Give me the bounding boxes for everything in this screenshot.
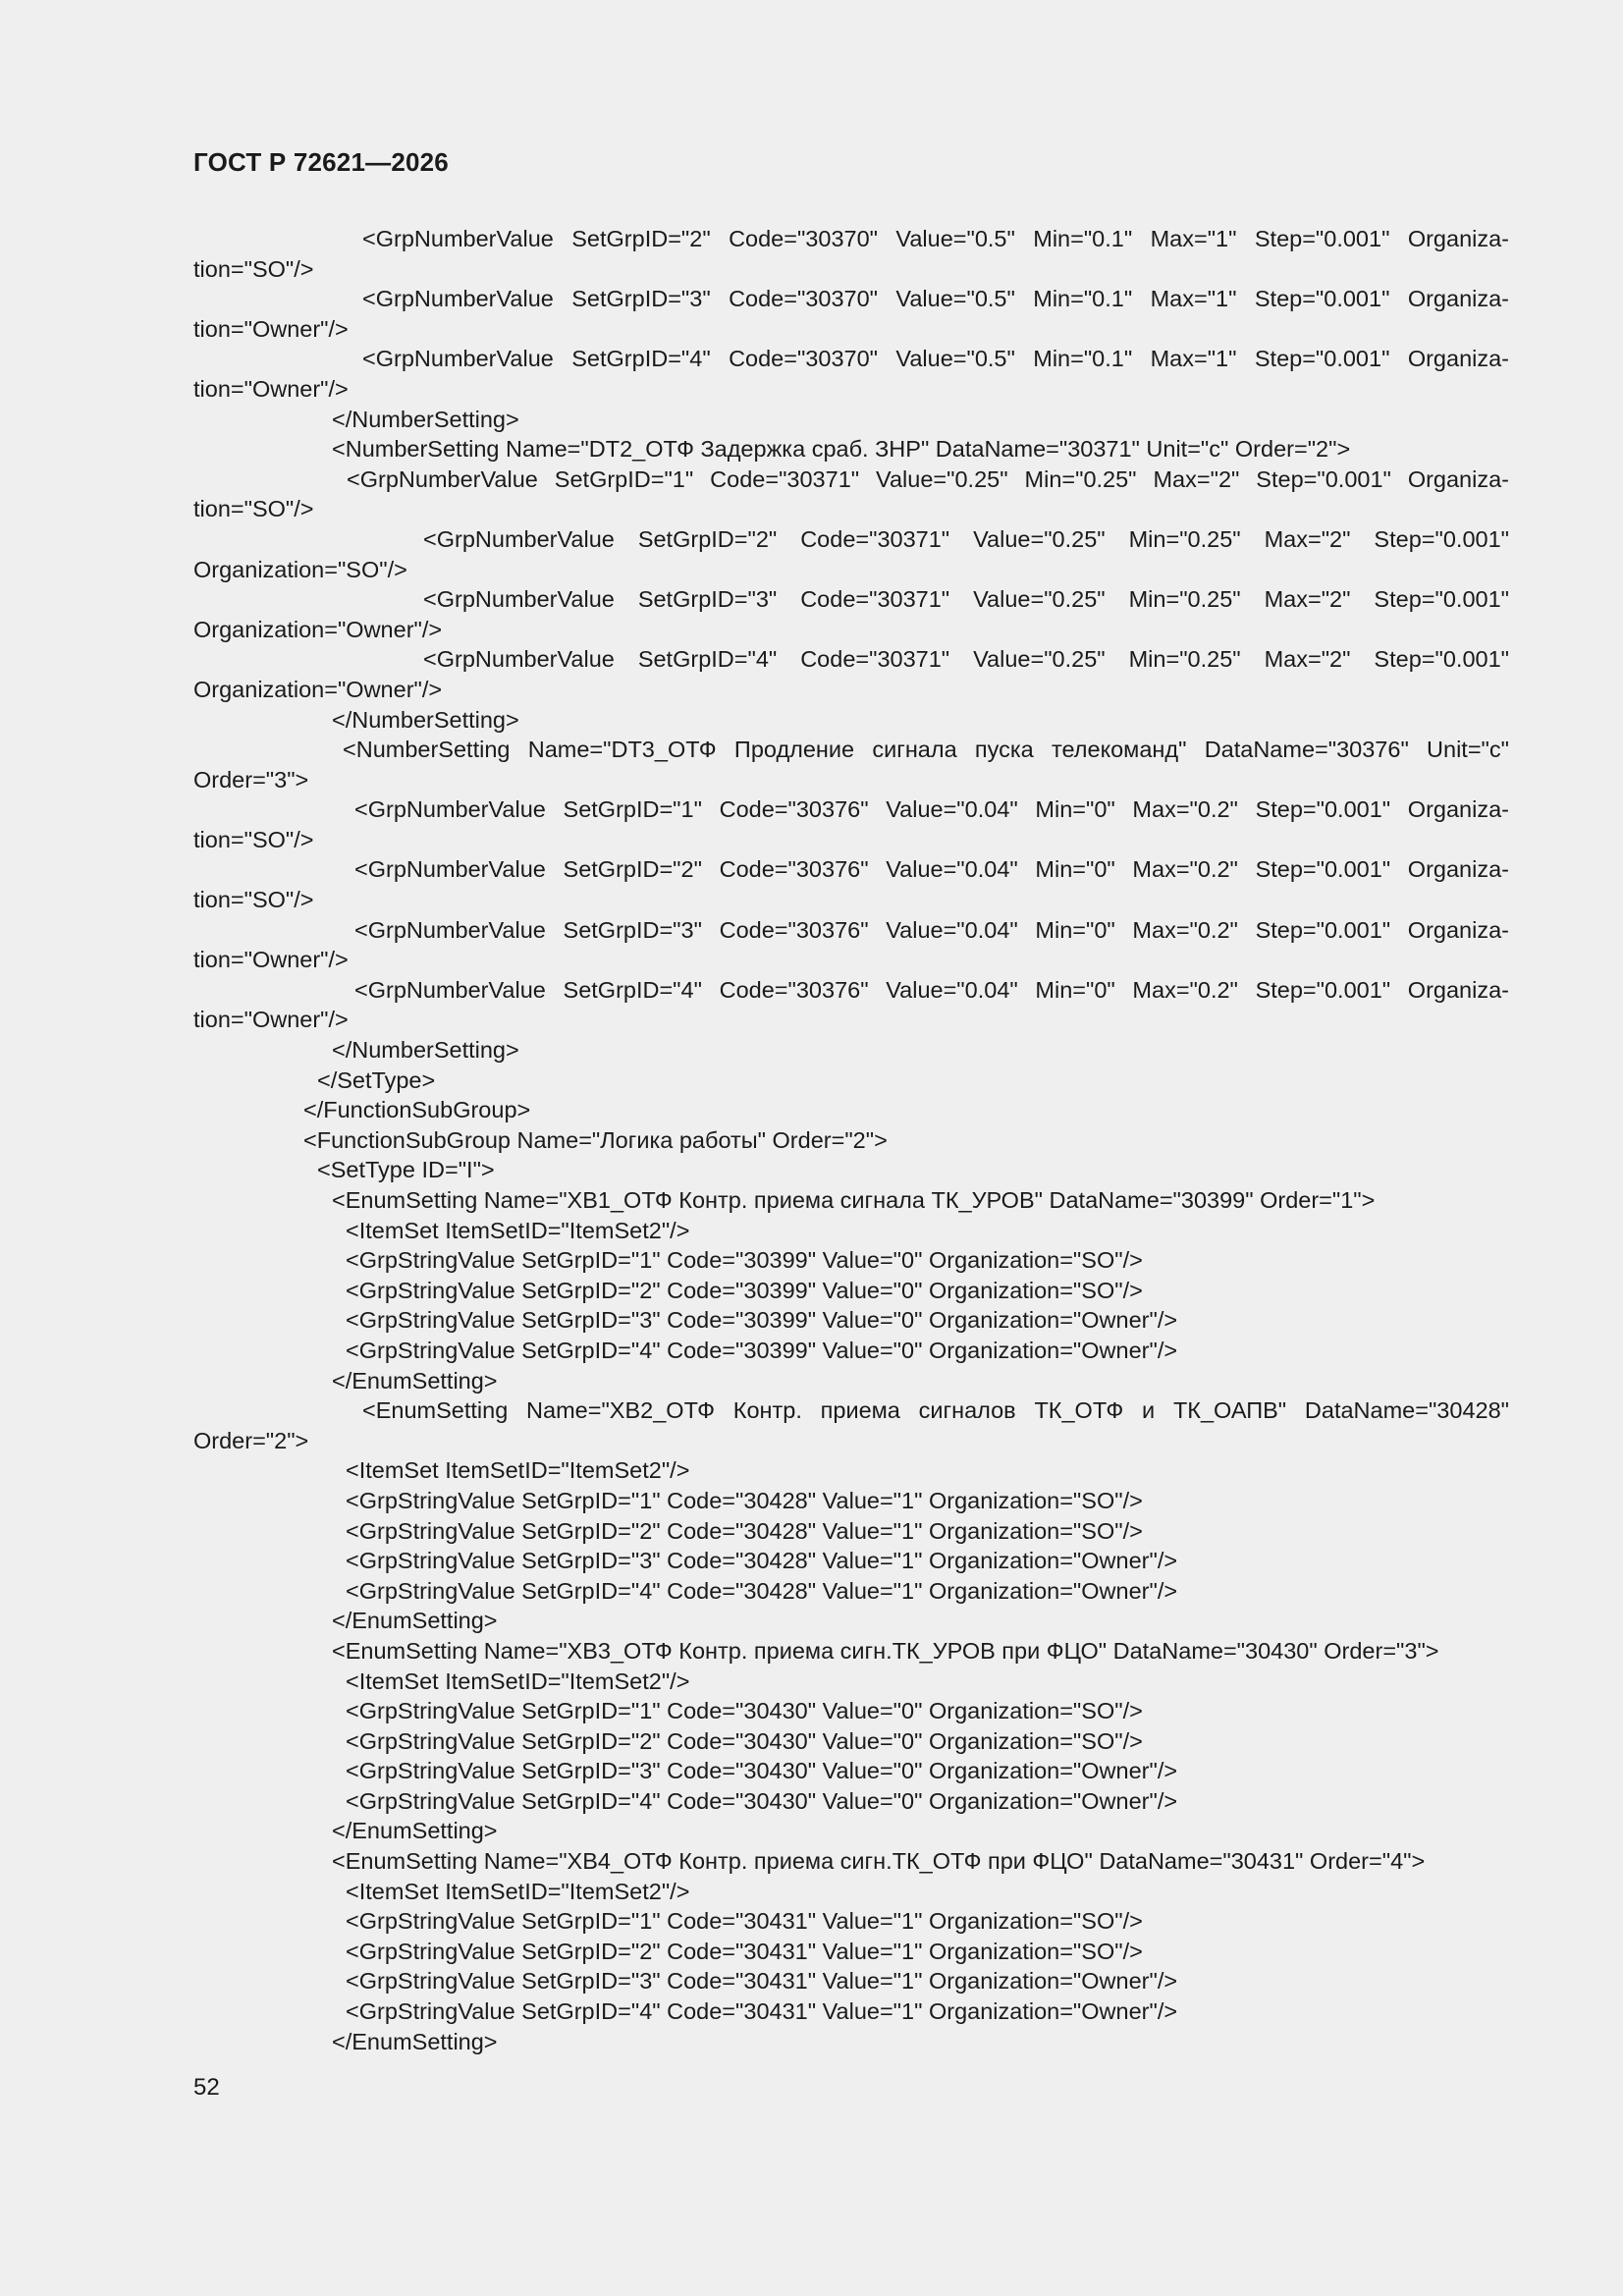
listing-line: <GrpStringValue SetGrpID="3" Code="30428" Value="1" Organization="Owner"/>: [346, 1548, 1178, 1574]
listing-line: <NumberSetting Name="DT2_ОТФ Задержка сраб. ЗНР" DataName="30371" Unit="с" Order="2">: [332, 436, 1351, 463]
listing-line: <GrpStringValue SetGrpID="2" Code="30431" Value="1" Organization="SO"/>: [346, 1938, 1143, 1964]
listing-line: <NumberSetting Name="DT3_ОТФ Продление сигнала пуска телекоманд" DataName="30376" Unit="с": [343, 737, 1509, 763]
listing-line: </FunctionSubGroup>: [303, 1097, 531, 1123]
listing-line: <GrpNumberValue SetGrpID="3" Code="30370" Value="0.5" Min="0.1" Max="1" Step="0.001" Organiza-: [362, 286, 1509, 312]
listing-line: <GrpStringValue SetGrpID="1" Code="30428" Value="1" Organization="SO"/>: [346, 1487, 1143, 1513]
document-header: ГОСТ Р 72621—2026: [193, 147, 449, 177]
listing-line: <GrpStringValue SetGrpID="2" Code="30428" Value="1" Organization="SO"/>: [346, 1517, 1143, 1544]
listing-line: <GrpNumberValue SetGrpID="3" Code="30376" Value="0.04" Min="0" Max="0.2" Step="0.001" Organiza-: [354, 916, 1509, 943]
listing-line: <GrpNumberValue SetGrpID="1" Code="30371" Value="0.25" Min="0.25" Max="2" Step="0.001" Organiza-: [347, 465, 1509, 492]
listing-line: <GrpStringValue SetGrpID="3" Code="30431" Value="1" Organization="Owner"/>: [346, 1968, 1178, 1995]
listing-line: <GrpNumberValue SetGrpID="4" Code="30370" Value="0.5" Min="0.1" Max="1" Step="0.001" Organiza-: [362, 346, 1509, 372]
listing-line: tion="SO"/>: [193, 826, 314, 852]
listing-line: <GrpNumberValue SetGrpID="3" Code="30371" Value="0.25" Min="0.25" Max="2" Step="0.001": [423, 586, 1509, 613]
listing-line: <ItemSet ItemSetID="ItemSet2"/>: [346, 1457, 690, 1484]
listing-line: <GrpNumberValue SetGrpID="2" Code="30371" Value="0.25" Min="0.25" Max="2" Step="0.001": [423, 525, 1509, 552]
listing-line: Organization="SO"/>: [193, 556, 407, 582]
listing-line: <EnumSetting Name="XB4_ОТФ Контр. приема сигн.ТК_ОТФ при ФЦО" DataName="30431" Order="4">: [332, 1848, 1426, 1875]
listing-line: tion="SO"/>: [193, 255, 314, 282]
listing-line: </SetType>: [317, 1066, 436, 1093]
listing-line: </NumberSetting>: [332, 1037, 519, 1064]
listing-line: <GrpStringValue SetGrpID="4" Code="30430" Value="0" Organization="Owner"/>: [346, 1787, 1178, 1814]
listing-line: Order="3">: [193, 766, 309, 793]
listing-line: <SetType ID="I">: [317, 1157, 495, 1183]
listing-line: </EnumSetting>: [332, 1367, 498, 1394]
listing-line: <EnumSetting Name="XB3_ОТФ Контр. приема сигн.ТК_УРОВ при ФЦО" DataName="30430" Order="3">: [332, 1637, 1439, 1664]
listing-line: Organization="Owner"/>: [193, 676, 443, 702]
listing-line: tion="Owner"/>: [193, 315, 349, 342]
listing-line: </EnumSetting>: [332, 2028, 498, 2054]
listing-line: <GrpNumberValue SetGrpID="2" Code="30370" Value="0.5" Min="0.1" Max="1" Step="0.001" Organiza-: [362, 226, 1509, 251]
listing-line: <GrpStringValue SetGrpID="2" Code="30399" Value="0" Organization="SO"/>: [346, 1277, 1143, 1303]
listing-line: <GrpStringValue SetGrpID="3" Code="30430" Value="0" Organization="Owner"/>: [346, 1758, 1178, 1784]
listing-line: <GrpNumberValue SetGrpID="1" Code="30376" Value="0.04" Min="0" Max="0.2" Step="0.001" Organiza-: [354, 796, 1509, 823]
listing-line: <GrpStringValue SetGrpID="1" Code="30430" Value="0" Organization="SO"/>: [346, 1698, 1143, 1724]
xml-listing: [193, 224, 1509, 2056]
listing-line: </EnumSetting>: [332, 1608, 498, 1634]
listing-line: </EnumSetting>: [332, 1818, 498, 1844]
listing-line: </NumberSetting>: [332, 406, 519, 432]
listing-line: <EnumSetting Name="XB2_ОТФ Контр. приема сигналов ТК_ОТФ и ТК_ОАПВ" DataName="30428": [362, 1397, 1509, 1424]
listing-line: tion="SO"/>: [193, 887, 314, 913]
listing-line: <GrpStringValue SetGrpID="4" Code="30431" Value="1" Organization="Owner"/>: [346, 1998, 1178, 2025]
listing-line: </NumberSetting>: [332, 706, 519, 733]
listing-line: Order="2">: [193, 1427, 309, 1453]
listing-line: <GrpStringValue SetGrpID="4" Code="30428" Value="1" Organization="Owner"/>: [346, 1577, 1178, 1604]
listing-line: <GrpStringValue SetGrpID="3" Code="30399" Value="0" Organization="Owner"/>: [346, 1307, 1178, 1334]
listing-line: <ItemSet ItemSetID="ItemSet2"/>: [346, 1878, 690, 1904]
listing-line: <ItemSet ItemSetID="ItemSet2"/>: [346, 1667, 690, 1694]
listing-line: <GrpNumberValue SetGrpID="2" Code="30376" Value="0.04" Min="0" Max="0.2" Step="0.001" Organiza-: [354, 856, 1509, 883]
listing-line: <FunctionSubGroup Name="Логика работы" Order="2">: [303, 1126, 888, 1153]
listing-line: <GrpNumberValue SetGrpID="4" Code="30376" Value="0.04" Min="0" Max="0.2" Step="0.001" Organiza-: [354, 976, 1509, 1003]
listing-line: tion="Owner"/>: [193, 1007, 349, 1033]
listing-line: <GrpNumberValue SetGrpID="4" Code="30371" Value="0.25" Min="0.25" Max="2" Step="0.001": [423, 646, 1509, 673]
listing-line: <GrpStringValue SetGrpID="1" Code="30399" Value="0" Organization="SO"/>: [346, 1247, 1143, 1274]
listing-line: <GrpStringValue SetGrpID="2" Code="30430" Value="0" Organization="SO"/>: [346, 1727, 1143, 1754]
listing-line: tion="Owner"/>: [193, 375, 349, 402]
listing-line: tion="Owner"/>: [193, 947, 349, 973]
listing-line: <EnumSetting Name="XB1_ОТФ Контр. приема сигнала ТК_УРОВ" DataName="30399" Order="1">: [332, 1187, 1376, 1213]
listing-line: tion="SO"/>: [193, 496, 314, 522]
listing-line: <ItemSet ItemSetID="ItemSet2"/>: [346, 1217, 690, 1243]
listing-line: <GrpStringValue SetGrpID="1" Code="30431" Value="1" Organization="SO"/>: [346, 1908, 1143, 1935]
page-number: 52: [193, 2074, 220, 2101]
listing-line: <GrpStringValue SetGrpID="4" Code="30399" Value="0" Organization="Owner"/>: [346, 1337, 1178, 1363]
listing-line: Organization="Owner"/>: [193, 616, 443, 642]
